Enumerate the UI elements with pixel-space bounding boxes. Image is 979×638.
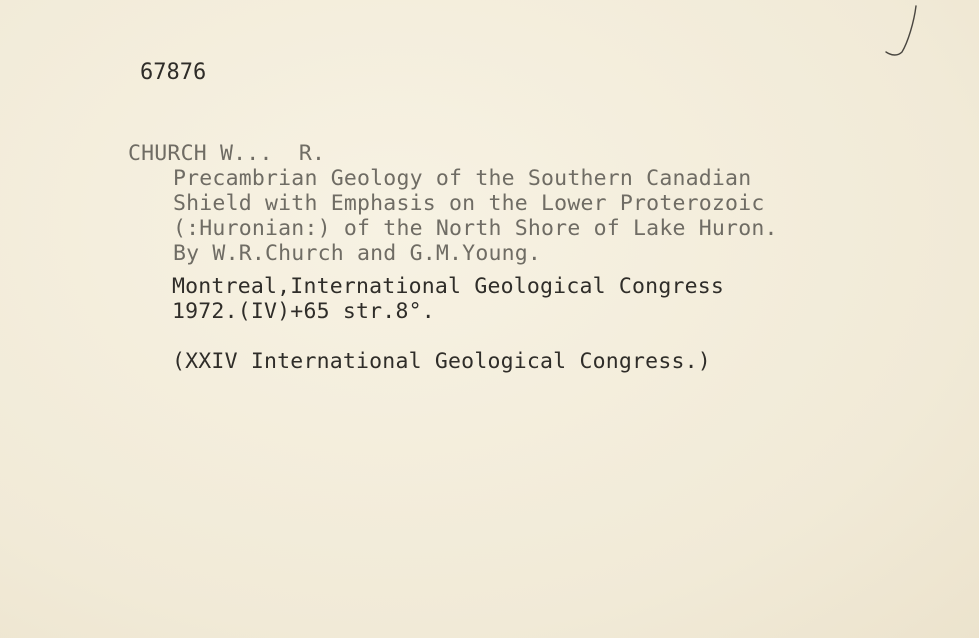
author-heading: CHURCH W... R.: [128, 141, 326, 166]
publication-line-2: 1972.(IV)+65 str.8°.: [172, 299, 435, 324]
series-note: (XXIV International Geological Congress.): [172, 349, 711, 374]
title-line-2: Shield with Emphasis on the Lower Proterozoic: [173, 191, 765, 216]
check-mark-icon: [880, 2, 930, 62]
title-line-1: Precambrian Geology of the Southern Canadian: [173, 166, 752, 191]
title-line-4: By W.R.Church and G.M.Young.: [173, 241, 542, 266]
title-line-3: (:Huronian:) of the North Shore of Lake Huron.: [173, 216, 778, 241]
publication-line-1: Montreal,International Geological Congress: [172, 274, 725, 299]
card-number: 67876: [140, 60, 207, 85]
